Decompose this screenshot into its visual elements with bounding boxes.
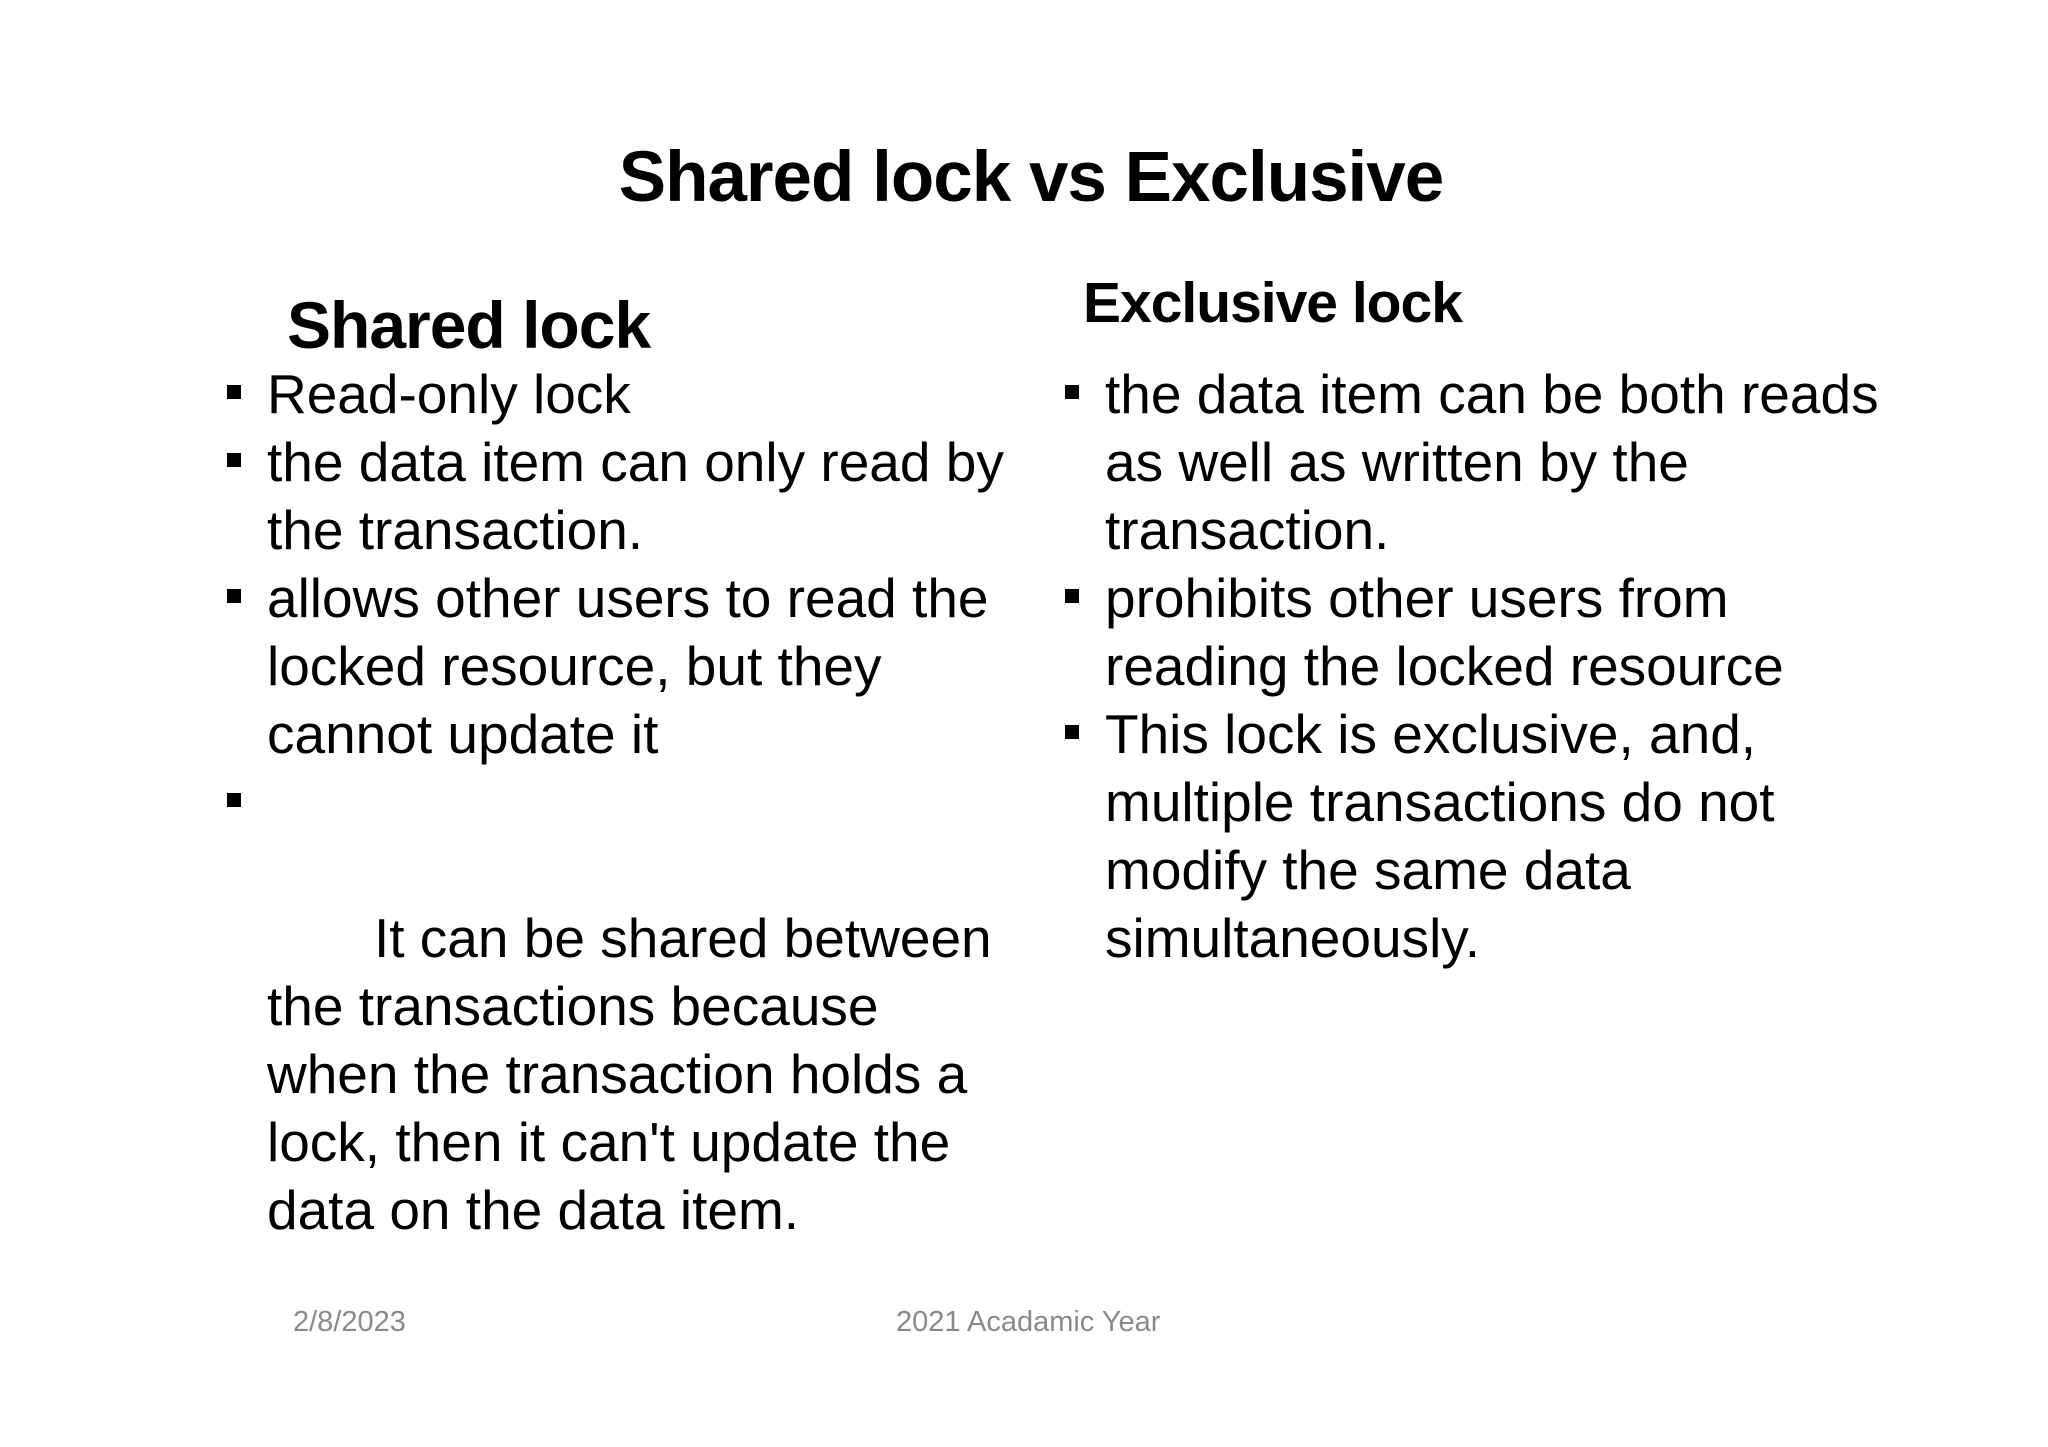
square-bullet-icon bbox=[1065, 725, 1079, 739]
square-bullet-icon bbox=[1065, 385, 1079, 399]
list-item-text: This lock is exclusive, and, multiple transactions do not modify the same data simultaneously. bbox=[1105, 703, 1775, 969]
square-bullet-icon bbox=[1065, 589, 1079, 603]
list-item-text: prohibits other users from reading the locked resource bbox=[1105, 567, 1784, 697]
square-bullet-icon bbox=[227, 793, 241, 807]
list-item bbox=[1063, 700, 1893, 972]
square-bullet-icon bbox=[227, 453, 241, 467]
square-bullet-icon bbox=[227, 385, 241, 399]
slide-title: Shared lock vs Exclusive bbox=[618, 138, 1444, 217]
list-item bbox=[225, 360, 1025, 428]
footer-academic-year: 2021 Acadamic Year bbox=[896, 1306, 1161, 1338]
shared-lock-list bbox=[225, 360, 1025, 1312]
square-bullet-icon bbox=[227, 589, 241, 603]
list-item-text: allows other users to read the locked resource, but they cannot update it bbox=[267, 567, 989, 765]
list-item-text: It can be shared between the transactions because when the transaction holds a lock, then it can't update the data on the data item. bbox=[267, 907, 1007, 1241]
shared-lock-heading: Shared lock bbox=[287, 288, 651, 362]
exclusive-lock-list bbox=[1063, 360, 1893, 972]
list-item bbox=[1063, 564, 1893, 700]
exclusive-lock-heading: Exclusive lock bbox=[1083, 271, 1462, 335]
list-item bbox=[225, 768, 1025, 1312]
list-item bbox=[1063, 360, 1893, 564]
list-item bbox=[225, 428, 1025, 564]
list-item-text: Read-only lock bbox=[267, 363, 631, 425]
list-item-text: the data item can be both reads as well as written by the transaction. bbox=[1105, 363, 1879, 561]
footer-date: 2/8/2023 bbox=[293, 1306, 406, 1338]
list-item-text: the data item can only read by the transaction. bbox=[267, 431, 1004, 561]
list-item bbox=[225, 564, 1025, 768]
